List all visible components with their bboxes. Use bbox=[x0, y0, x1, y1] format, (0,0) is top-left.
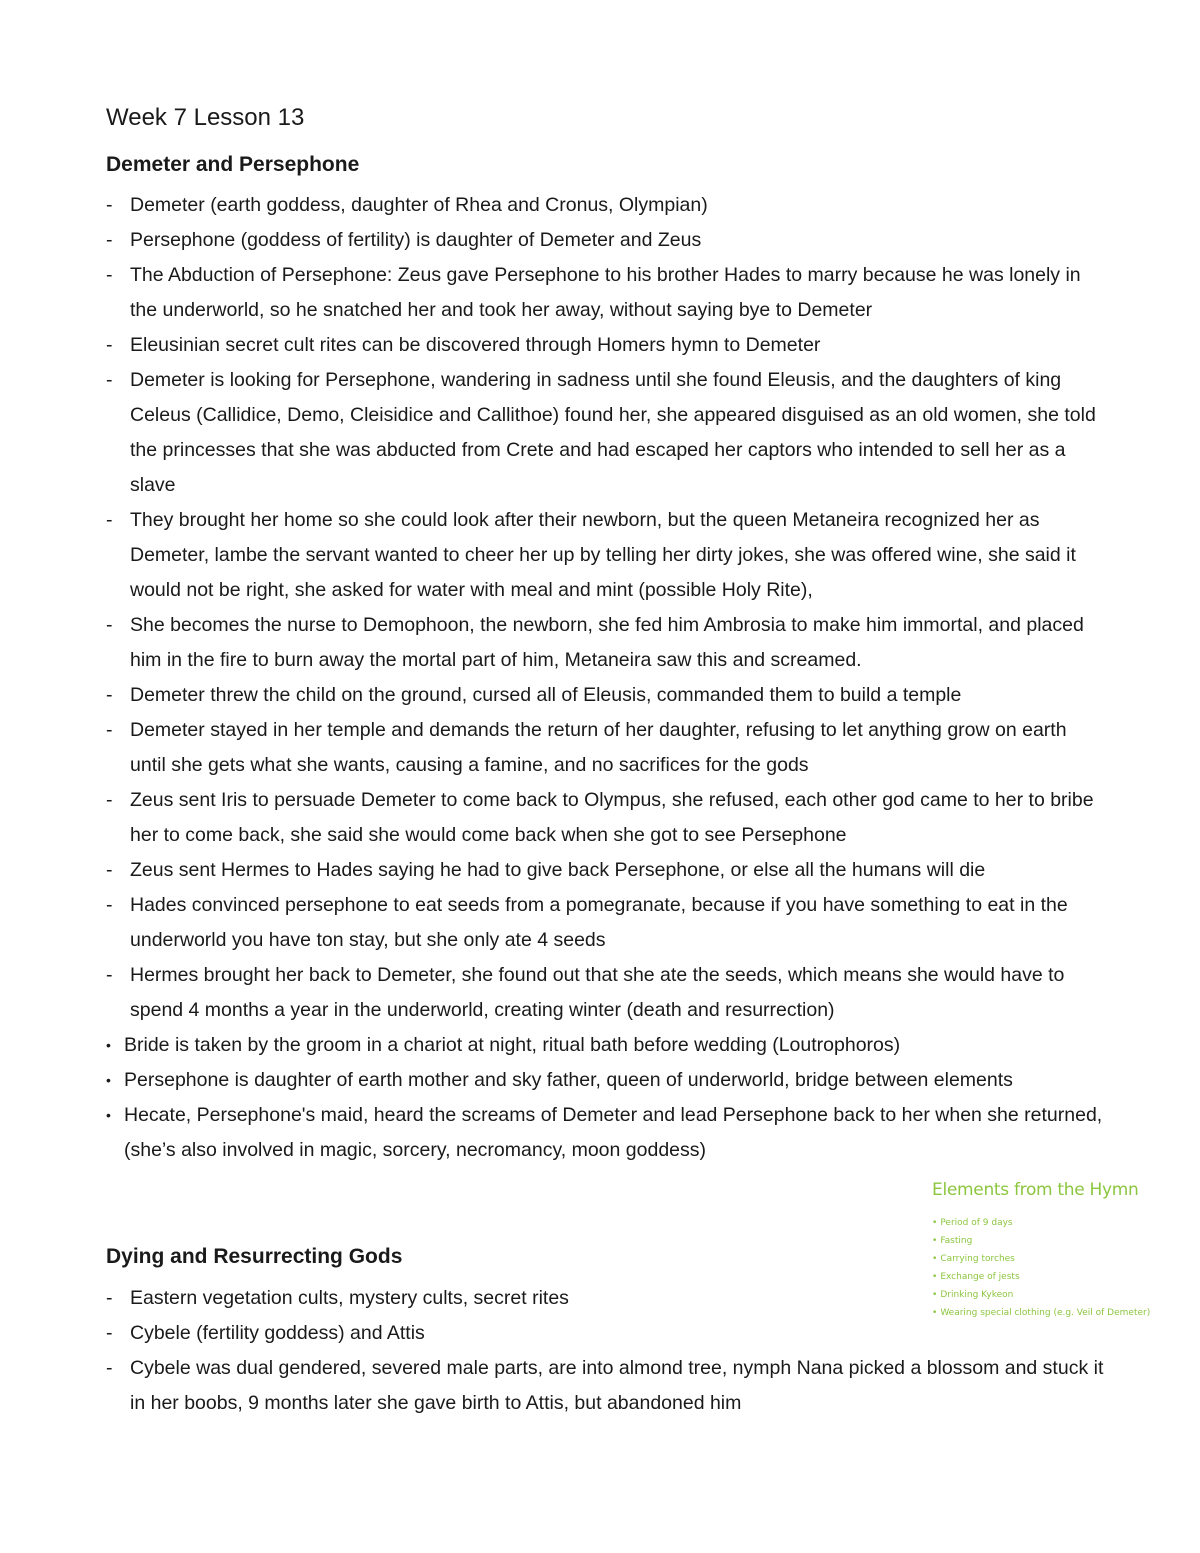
list-item-text: Hades convinced persephone to eat seeds from a pomegranate, because if you have something to eat in the underworld you have ton stay, but she only ate 4 seeds bbox=[130, 894, 1068, 951]
list-item bbox=[932, 1304, 1162, 1322]
dash-marker: - bbox=[106, 789, 113, 811]
list-item bbox=[106, 958, 1106, 1028]
list-item-text: Carrying torches bbox=[940, 1254, 1015, 1264]
dash-marker: - bbox=[106, 1322, 113, 1344]
hymn-box-title: Elements from the Hymn bbox=[932, 1180, 1139, 1200]
list-item bbox=[106, 1028, 1106, 1063]
list-item-text: Bride is taken by the groom in a chariot at night, ritual bath before wedding (Loutrophoros) bbox=[124, 1034, 901, 1056]
list-item bbox=[932, 1232, 1162, 1250]
list-item-text: Persephone (goddess of fertility) is daughter of Demeter and Zeus bbox=[130, 229, 702, 251]
bullet-marker: • bbox=[932, 1236, 938, 1246]
list-item-text: Demeter threw the child on the ground, cursed all of Eleusis, commanded them to build a temple bbox=[130, 684, 962, 706]
list-item bbox=[106, 188, 1106, 223]
bullet-marker: • bbox=[106, 1072, 111, 1088]
list-item bbox=[106, 713, 1106, 783]
hymn-elements-list bbox=[932, 1214, 1162, 1322]
bullet-marker: • bbox=[932, 1290, 938, 1300]
list-item-text: Hecate, Persephone's maid, heard the screams of Demeter and lead Persephone back to her when she returned, (she’s also involved in magic, sorcery, necromancy, moon goddess) bbox=[124, 1104, 1103, 1161]
list-item bbox=[106, 853, 1106, 888]
dash-marker: - bbox=[106, 229, 113, 251]
list-item-text: Demeter is looking for Persephone, wandering in sadness until she found Eleusis, and the daughters of king Celeus (Callidice, Demo, Cleisidice and Callithoe) found her, she appeared disguised as an old women, she told the princesses that she was abducted from Crete and had escaped her captors who intended to sell her as a slave bbox=[130, 369, 1096, 496]
list-item bbox=[932, 1286, 1162, 1304]
list-item-text: Fasting bbox=[940, 1236, 973, 1246]
dash-marker: - bbox=[106, 369, 113, 391]
dash-marker: - bbox=[106, 719, 113, 741]
list-item-text: Cybele was dual gendered, severed male parts, are into almond tree, nymph Nana picked a blossom and stuck it in her boobs, 9 months later she gave birth to Attis, but abandoned him bbox=[130, 1357, 1104, 1414]
page-title: Week 7 Lesson 13 bbox=[106, 104, 305, 131]
list-item bbox=[106, 608, 1106, 678]
list-item bbox=[106, 888, 1106, 958]
section-heading-dying-gods: Dying and Resurrecting Gods bbox=[106, 1245, 403, 1268]
list-item-text: Eleusinian secret cult rites can be discovered through Homers hymn to Demeter bbox=[130, 334, 821, 356]
dash-marker: - bbox=[106, 509, 113, 531]
list-item bbox=[106, 1351, 1106, 1421]
bullet-marker: • bbox=[106, 1037, 111, 1053]
notes-list-demeter bbox=[106, 188, 1106, 1168]
list-item-text: Demeter stayed in her temple and demands the return of her daughter, refusing to let anything grow on earth until she gets what she wants, causing a famine, and no sacrifices for the gods bbox=[130, 719, 1067, 776]
list-item bbox=[106, 1098, 1106, 1168]
bullet-marker: • bbox=[932, 1218, 938, 1228]
list-item-text: Period of 9 days bbox=[940, 1218, 1013, 1228]
list-item-text: The Abduction of Persephone: Zeus gave Persephone to his brother Hades to marry because he was lonely in the underworld, so he snatched her and took her away, without saying bye to Demeter bbox=[130, 264, 1081, 321]
dash-marker: - bbox=[106, 859, 113, 881]
dash-marker: - bbox=[106, 334, 113, 356]
dash-marker: - bbox=[106, 1287, 113, 1309]
list-item-text: She becomes the nurse to Demophoon, the newborn, she fed him Ambrosia to make him immortal, and placed him in the fire to burn away the mortal part of him, Metaneira saw this and screamed. bbox=[130, 614, 1084, 671]
list-item bbox=[106, 678, 1106, 713]
dash-marker: - bbox=[106, 964, 113, 986]
bullet-marker: • bbox=[932, 1254, 938, 1264]
dash-marker: - bbox=[106, 1357, 113, 1379]
list-item-text: They brought her home so she could look after their newborn, but the queen Metaneira recognized her as Demeter, lambe the servant wanted to cheer her up by telling her dirty jokes, she was offered wine, she said it would not be right, she asked for water with meal and mint (possible Holy Rite), bbox=[130, 509, 1076, 601]
list-item-text: Cybele (fertility goddess) and Attis bbox=[130, 1322, 425, 1344]
list-item bbox=[932, 1214, 1162, 1232]
list-item-text: Hermes brought her back to Demeter, she found out that she ate the seeds, which means she would have to spend 4 months a year in the underworld, creating winter (death and resurrection) bbox=[130, 964, 1065, 1021]
list-item-text: Drinking Kykeon bbox=[940, 1290, 1014, 1300]
list-item bbox=[106, 503, 1106, 608]
list-item bbox=[106, 1063, 1106, 1098]
list-item-text: Exchange of jests bbox=[940, 1272, 1020, 1282]
list-item bbox=[106, 223, 1106, 258]
list-item-text: Persephone is daughter of earth mother and sky father, queen of underworld, bridge between elements bbox=[124, 1069, 1013, 1091]
list-item-text: Zeus sent Iris to persuade Demeter to come back to Olympus, she refused, each other god came to her to bribe her to come back, she said she would come back when she got to see Persephone bbox=[130, 789, 1094, 846]
list-item-text: Eastern vegetation cults, mystery cults, secret rites bbox=[130, 1287, 569, 1309]
list-item bbox=[106, 783, 1106, 853]
list-item bbox=[932, 1250, 1162, 1268]
list-item bbox=[106, 258, 1106, 328]
list-item bbox=[106, 328, 1106, 363]
list-item-text: Demeter (earth goddess, daughter of Rhea and Cronus, Olympian) bbox=[130, 194, 708, 216]
dash-marker: - bbox=[106, 614, 113, 636]
hymn-elements-box bbox=[932, 1180, 1162, 1322]
dash-marker: - bbox=[106, 894, 113, 916]
dash-marker: - bbox=[106, 684, 113, 706]
section-heading-demeter: Demeter and Persephone bbox=[106, 153, 360, 176]
dash-marker: - bbox=[106, 194, 113, 216]
list-item-text: Wearing special clothing (e.g. Veil of Demeter) bbox=[940, 1308, 1151, 1318]
bullet-marker: • bbox=[932, 1308, 938, 1318]
list-item bbox=[932, 1268, 1162, 1286]
list-item-text: Zeus sent Hermes to Hades saying he had to give back Persephone, or else all the humans will die bbox=[130, 859, 986, 881]
bullet-marker: • bbox=[106, 1107, 111, 1123]
bullet-marker: • bbox=[932, 1272, 938, 1282]
dash-marker: - bbox=[106, 264, 113, 286]
list-item bbox=[106, 363, 1106, 503]
